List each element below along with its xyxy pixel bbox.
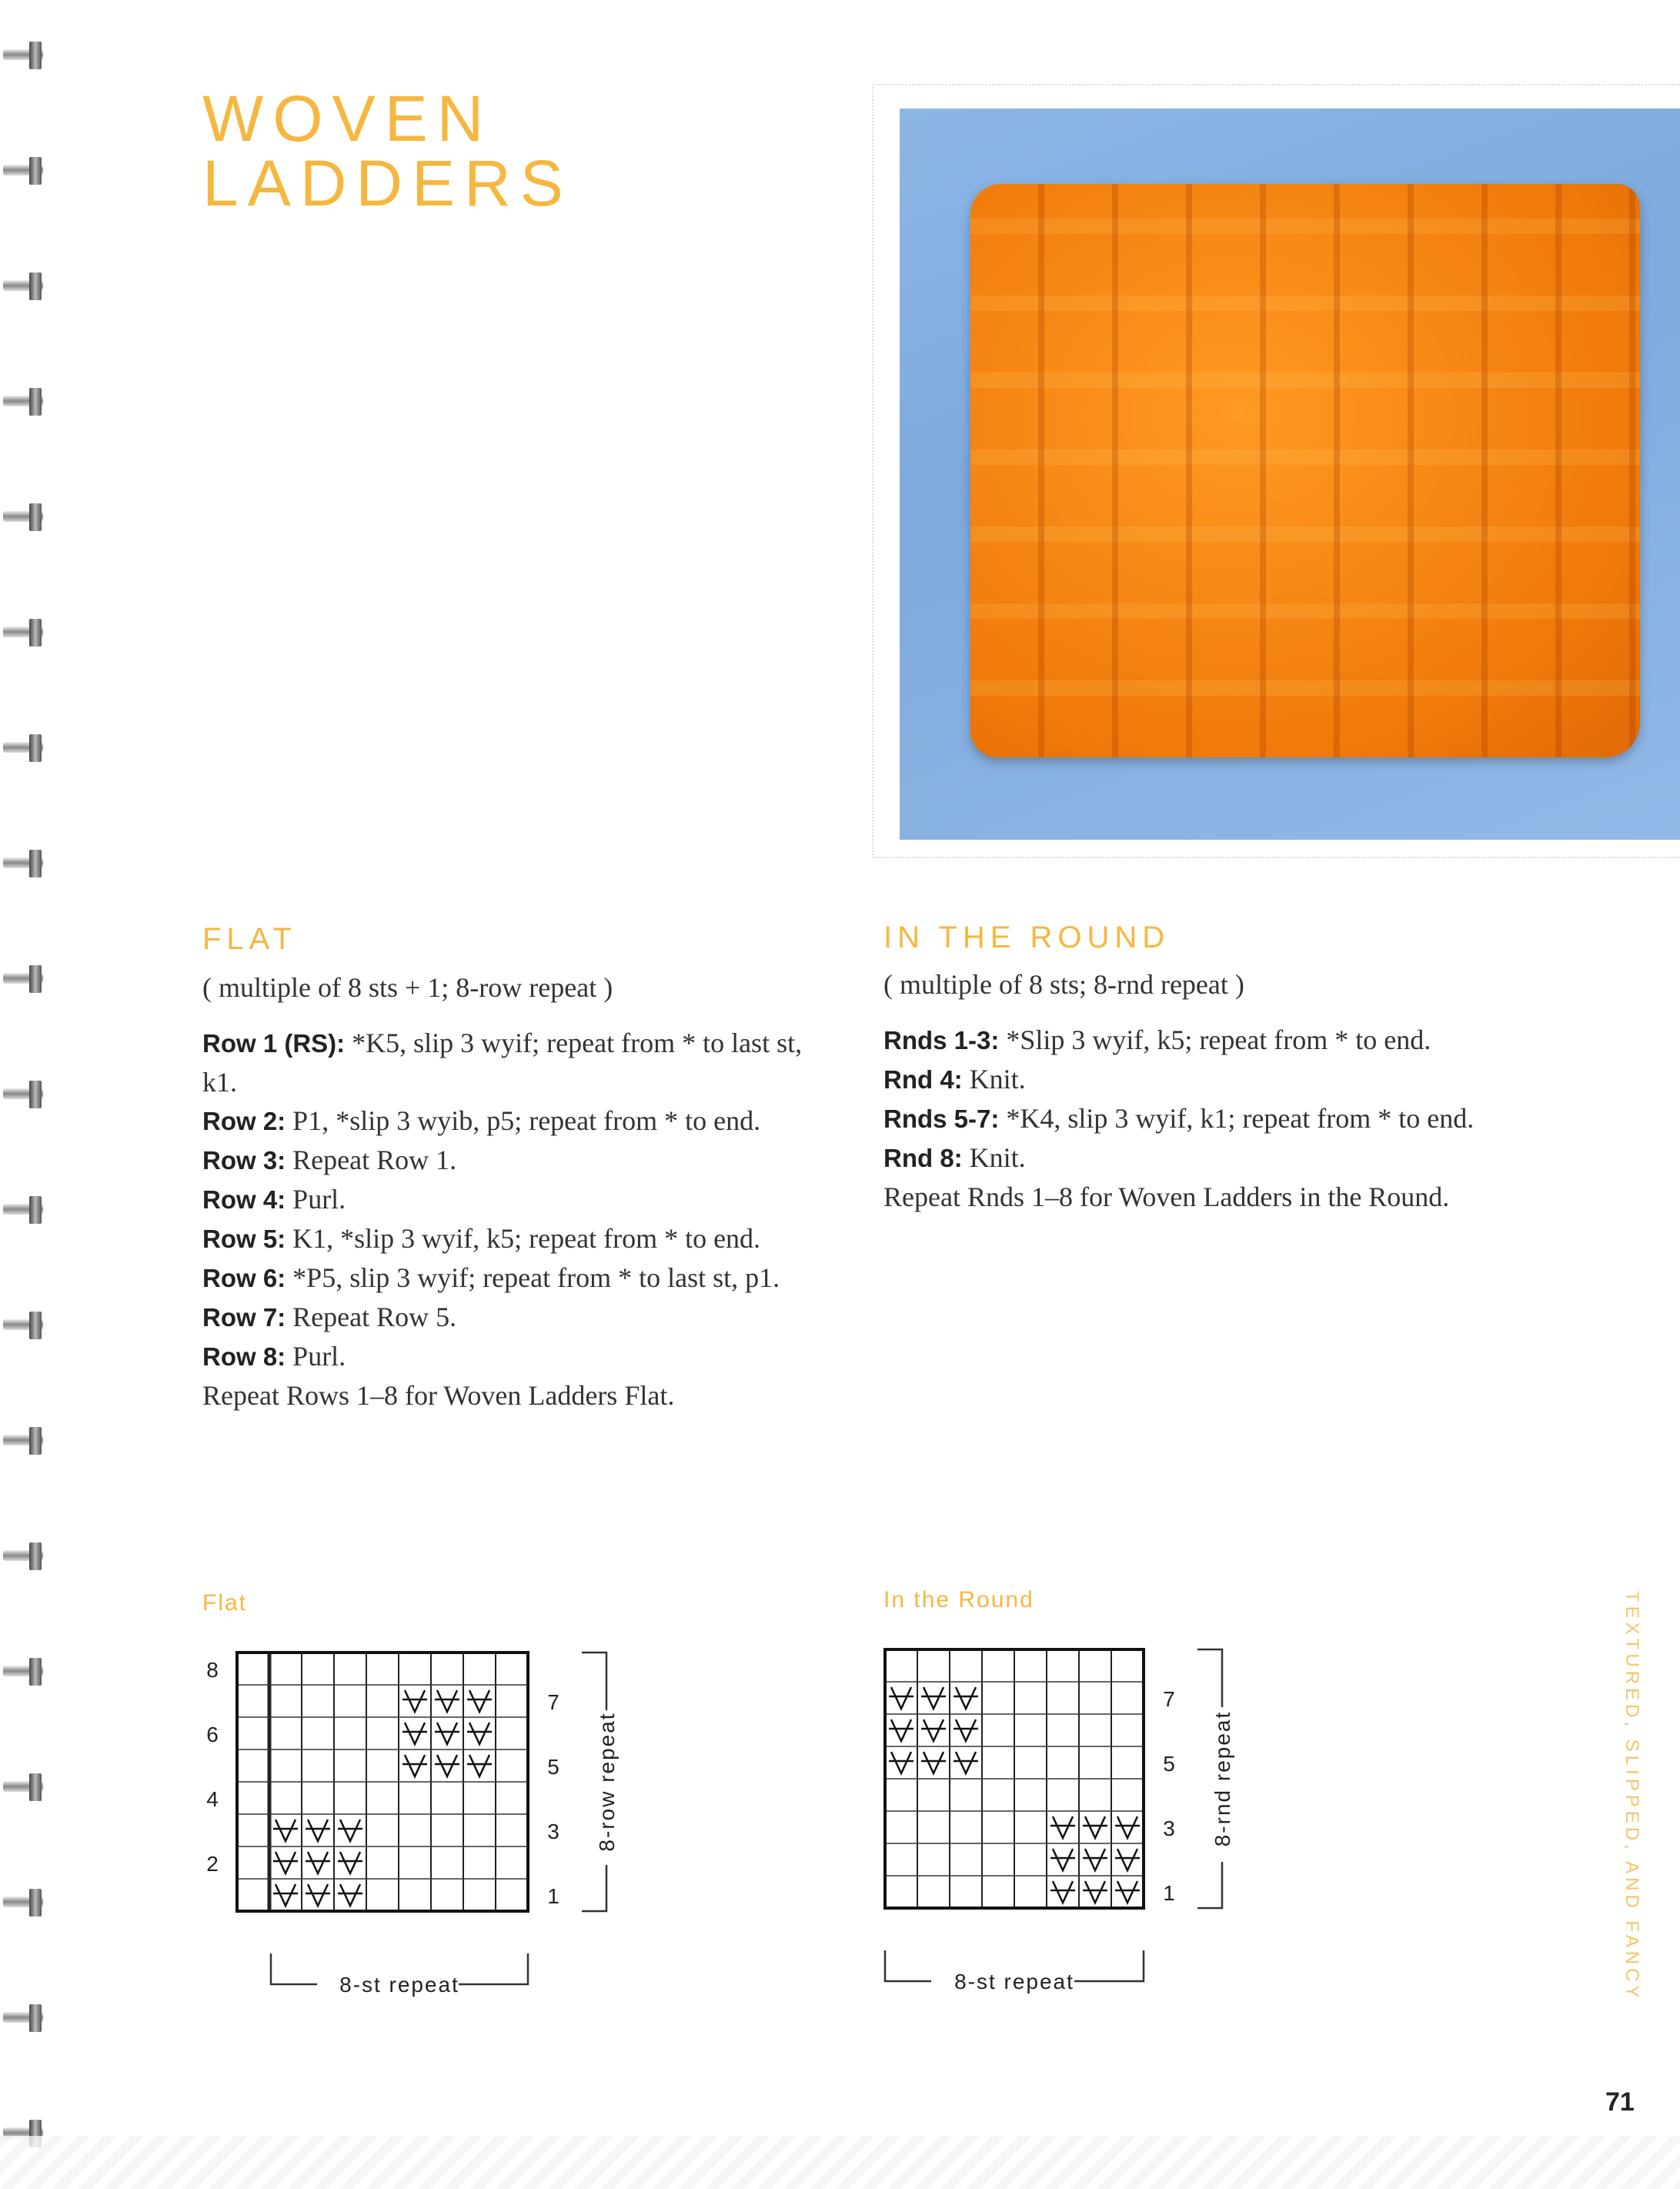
instruction-text: Repeat Row 1. — [286, 1145, 457, 1175]
row-repeat-label: 8-row repeat — [595, 1712, 619, 1852]
row-number-label: 2 — [206, 1852, 219, 1876]
row-number-label: 1 — [1163, 1881, 1175, 1905]
round-subtitle: ( multiple of 8 sts; 8-rnd repeat ) — [883, 969, 1244, 1000]
slip-stitch-symbol — [921, 1719, 946, 1741]
binding-ring — [3, 1424, 43, 1458]
instruction-text: K1, *slip 3 wyif, k5; repeat from * to end. — [286, 1223, 761, 1254]
slip-stitch-symbol — [1115, 1881, 1140, 1903]
spiral-binding — [0, 0, 54, 2189]
slip-stitch-symbol — [435, 1723, 459, 1744]
slip-stitch-symbol — [273, 1820, 298, 1841]
instruction-row — [202, 1219, 810, 1258]
instruction-label: Rnd 4: — [883, 1065, 963, 1094]
instruction-row — [883, 1099, 1499, 1138]
stitch-repeat-bracket — [885, 1950, 1144, 1981]
slip-stitch-symbol — [1050, 1881, 1075, 1903]
instruction-text: *K4, slip 3 wyif, k1; repeat from * to end. — [999, 1103, 1475, 1134]
instruction-row — [202, 1337, 810, 1376]
instruction-text: Purl. — [286, 1184, 346, 1215]
slip-stitch-symbol — [1050, 1816, 1075, 1838]
slip-stitch-symbol — [273, 1884, 298, 1906]
slip-stitch-symbol — [467, 1755, 492, 1776]
binding-ring — [3, 1308, 43, 1342]
slip-stitch-symbol — [954, 1687, 978, 1709]
stitch-repeat-label: 8-st repeat — [339, 1973, 459, 1997]
slip-stitch-symbol — [889, 1752, 913, 1773]
binding-ring — [3, 385, 43, 419]
instruction-text: Knit. — [962, 1142, 1026, 1173]
binding-ring — [3, 1193, 43, 1227]
slip-stitch-symbol — [306, 1884, 330, 1906]
chapter-side-label: TEXTURED, SLIPPED, AND FANCY — [1622, 1591, 1642, 2002]
slip-stitch-symbol — [402, 1690, 427, 1712]
slip-stitch-symbol — [435, 1690, 459, 1712]
binding-ring — [3, 616, 43, 650]
knitted-swatch — [970, 184, 1640, 757]
instruction-row — [202, 1298, 810, 1337]
chart-border — [237, 1653, 528, 1911]
round-heading: IN THE ROUND — [883, 921, 1171, 954]
row-repeat-bracket — [1197, 1649, 1222, 1908]
round-chart-title: In the Round — [883, 1587, 1034, 1613]
slip-stitch-symbol — [273, 1852, 298, 1873]
instruction-row — [202, 1101, 810, 1141]
slip-stitch-symbol — [1115, 1849, 1140, 1870]
instruction-row — [202, 1258, 810, 1298]
slip-stitch-symbol — [467, 1690, 492, 1712]
round-instructions — [883, 1021, 1499, 1216]
slip-stitch-symbol — [1083, 1849, 1107, 1870]
slip-stitch-symbol — [921, 1752, 946, 1773]
row-number-label: 1 — [547, 1884, 559, 1908]
slip-stitch-symbol — [338, 1852, 362, 1873]
binding-ring — [3, 962, 43, 996]
slip-stitch-symbol — [338, 1884, 362, 1906]
slip-stitch-symbol — [921, 1687, 946, 1709]
chart-border — [885, 1649, 1144, 1908]
slip-stitch-symbol — [954, 1752, 978, 1773]
slip-stitch-symbol — [338, 1820, 362, 1841]
slip-stitch-symbol — [306, 1820, 330, 1841]
row-number-label: 5 — [547, 1755, 559, 1779]
binding-ring — [3, 2001, 43, 2035]
flat-chart-title: Flat — [202, 1590, 248, 1616]
instruction-label: Row 3: — [202, 1146, 286, 1175]
decorative-bottom-strip — [0, 2136, 1680, 2189]
instruction-label: Row 1 (RS): — [202, 1029, 346, 1058]
slip-stitch-symbol — [889, 1687, 913, 1709]
slip-stitch-symbol — [1050, 1849, 1075, 1870]
stitch-repeat-label: 8-st repeat — [954, 1970, 1074, 1993]
instruction-closing: Repeat Rows 1–8 for Woven Ladders Flat. — [202, 1380, 675, 1411]
instruction-row — [202, 1180, 810, 1219]
binding-ring — [3, 269, 43, 303]
slip-stitch-symbol — [889, 1719, 913, 1741]
binding-ring — [3, 1655, 43, 1689]
row-number-label: 3 — [547, 1820, 559, 1843]
binding-ring — [3, 1770, 43, 1804]
instruction-row — [883, 1060, 1499, 1099]
title-line-1: WOVEN — [202, 82, 493, 155]
binding-ring — [3, 500, 43, 534]
instruction-row — [202, 1141, 810, 1180]
instruction-label: Row 6: — [202, 1264, 286, 1292]
swatch-photo — [900, 109, 1680, 840]
slip-stitch-symbol — [306, 1852, 330, 1873]
row-number-label: 3 — [1163, 1816, 1175, 1840]
row-number-label: 6 — [206, 1723, 219, 1746]
binding-ring — [3, 1539, 43, 1573]
row-number-label: 4 — [206, 1787, 219, 1811]
row-repeat-bracket — [582, 1653, 606, 1911]
page-number: 71 — [1605, 2087, 1635, 2117]
binding-ring — [3, 38, 43, 72]
slip-stitch-symbol — [954, 1719, 978, 1741]
instruction-text: Repeat Row 5. — [286, 1302, 457, 1332]
instruction-label: Row 8: — [202, 1342, 286, 1371]
binding-ring — [3, 847, 43, 881]
binding-ring — [3, 1886, 43, 1920]
instruction-label: Row 2: — [202, 1107, 286, 1135]
instruction-label: Rnds 1-3: — [883, 1026, 1000, 1054]
flat-instructions — [202, 1024, 810, 1415]
slip-stitch-symbol — [435, 1755, 459, 1776]
instruction-closing: Repeat Rnds 1–8 for Woven Ladders in the Round. — [883, 1181, 1450, 1212]
instruction-row — [883, 1138, 1499, 1178]
slip-stitch-symbol — [1115, 1816, 1140, 1838]
instruction-text: P1, *slip 3 wyib, p5; repeat from * to end. — [286, 1105, 761, 1136]
chart-round — [885, 1649, 1234, 1993]
binding-ring — [3, 731, 43, 765]
title-line-2: LADDERS — [202, 147, 573, 219]
instruction-text: *P5, slip 3 wyif; repeat from * to last st, p1. — [286, 1262, 780, 1293]
instruction-label: Row 4: — [202, 1185, 286, 1214]
binding-ring — [3, 154, 43, 188]
instruction-label: Row 5: — [202, 1225, 286, 1253]
slip-stitch-symbol — [1083, 1816, 1107, 1838]
instruction-text: *Slip 3 wyif, k5; repeat from * to end. — [999, 1024, 1431, 1055]
instruction-row — [202, 1024, 810, 1101]
slip-stitch-symbol — [1083, 1881, 1107, 1903]
row-number-label: 5 — [1163, 1752, 1175, 1776]
row-number-label: 7 — [1163, 1687, 1175, 1711]
instruction-text: *K5, slip 3 wyif; repeat from * to last st, k1. — [202, 1028, 803, 1098]
row-number-label: 7 — [547, 1690, 559, 1714]
instruction-label: Rnds 5-7: — [883, 1105, 1000, 1133]
slip-stitch-symbol — [402, 1723, 427, 1744]
flat-subtitle: ( multiple of 8 sts + 1; 8-row repeat ) — [202, 972, 613, 1003]
instruction-label: Row 7: — [202, 1303, 286, 1332]
page-title — [202, 82, 573, 219]
binding-ring — [3, 1078, 43, 1111]
row-number-label: 8 — [206, 1658, 219, 1682]
row-repeat-label: 8-rnd repeat — [1211, 1710, 1234, 1847]
stitch-repeat-bracket — [271, 1953, 528, 1984]
instruction-row — [883, 1021, 1499, 1060]
instruction-text: Purl. — [286, 1341, 346, 1372]
chart-flat — [206, 1653, 619, 1997]
flat-heading: FLAT — [202, 922, 297, 956]
slip-stitch-symbol — [402, 1755, 427, 1776]
instruction-text: Knit. — [962, 1064, 1026, 1094]
instruction-label: Rnd 8: — [883, 1144, 963, 1172]
slip-stitch-symbol — [467, 1723, 492, 1744]
